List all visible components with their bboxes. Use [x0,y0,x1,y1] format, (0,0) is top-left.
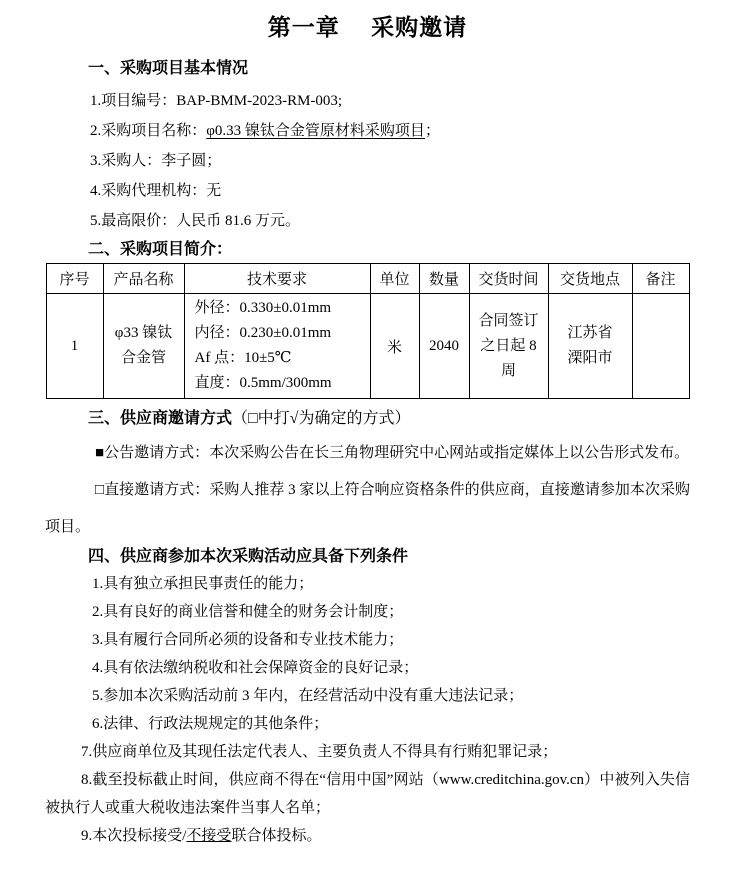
cell-delivery-place [548,294,632,399]
col-header-remark: 备注 [632,264,689,294]
delivery-place-line-1: 江苏省 [567,325,613,341]
tech-line-outer-diameter: 外径：0.330±0.01mm [194,300,332,316]
direct-invite-paragraph [45,472,690,546]
cell-unit: 米 [370,294,419,399]
tech-line-af-point: Af 点：10±5℃ [194,350,292,366]
delivery-time-line-3: 周 [500,362,516,379]
col-header-delivery-time: 交货时间 [469,264,548,294]
col-header-delivery-place: 交货地点 [548,264,632,294]
cell-qty: 2040 [419,294,469,399]
checked-box-icon: ■ [95,445,105,461]
condition-item-8: 8.截至投标截止时间，供应商不得在“信用中国”网站（www.creditchina.gov.cn）中被列入失信被执行人或重大税收违法案件当事人名单； [45,772,690,816]
item9-prefix: 9.本次投标接受/ [81,828,187,844]
section3-heading-main: 三、供应商邀请方式 [88,410,233,427]
col-header-unit: 单位 [370,264,419,294]
cell-delivery-time [469,294,548,399]
condition-item-7: 7.供应商单位及其现任法定代表人、主要负责人不得具有行贿犯罪记录； [81,744,558,760]
project-number-item: 1.项目编号：BAP-BMM-2023-RM-003; [90,93,343,109]
cell-seq: 1 [46,294,103,399]
section3-heading-note: （□中打√为确定的方式） [232,410,411,427]
product-line-1: φ33 镍钛 [114,325,173,341]
section3-heading [88,408,690,430]
col-header-tech: 技术要求 [184,264,370,294]
delivery-time-line-1: 合同签订 [478,312,539,329]
direct-invite-text: 直接邀请方式：采购人推荐 3 家以上符合响应资格条件的供应商，直接邀请参加本次采购项目。 [45,482,690,535]
tech-line-inner-diameter: 内径：0.230±0.01mm [194,325,332,341]
condition-item-9 [45,822,690,850]
condition-item-5: 5.参加本次采购活动前 3 年内，在经营活动中没有重大违法记录； [92,688,524,704]
agency-item: 4.采购代理机构：无 [90,183,222,199]
delivery-place-line-2: 溧阳市 [567,350,613,366]
project-name-value: φ0.33 镍钛合金管原材料采购项目 [206,123,425,139]
delivery-time-line-2: 之日起 8 [480,337,537,354]
cell-tech [184,294,370,399]
section2-heading: 二、采购项目简介： [88,241,233,258]
col-header-product: 产品名称 [103,264,184,294]
product-line-2: 合金管 [120,350,166,366]
col-header-seq: 序号 [46,264,103,294]
project-name-suffix: ； [424,123,440,139]
table-header-row [46,264,689,294]
purchaser-item: 3.采购人：李子圆； [90,153,222,169]
announcement-invite-text: 公告邀请方式：本次采购公告在长三角物理研究中心网站或指定媒体上以公告形式发布。 [104,445,690,461]
price-limit-item: 5.最高限价：人民币 81.6 万元。 [90,213,301,229]
condition-item-4: 4.具有依法缴纳税收和社会保障资金的良好记录； [92,660,419,676]
cell-product [103,294,184,399]
procurement-summary-table [46,263,690,399]
cell-remark [632,294,689,399]
condition-item-3: 3.具有履行合同所必须的设备和专业技术能力； [92,632,404,648]
unchecked-box-icon: □ [95,482,105,498]
condition-item-6: 6.法律、行政法规规定的其他条件； [92,716,329,732]
condition-item-2: 2.具有良好的商业信誉和健全的财务会计制度； [92,604,404,620]
page-title: 第一章 采购邀请 [267,14,468,40]
tech-line-straightness: 直度：0.5mm/300mm [194,375,332,391]
condition-item-1: 1.具有独立承担民事责任的能力； [92,576,314,592]
section4-heading: 四、供应商参加本次采购活动应具备下列条件 [88,548,409,565]
table-row [46,294,689,399]
item9-not-accepted: 不接受 [186,828,232,844]
section1-heading: 一、采购项目基本情况 [88,60,249,77]
project-name-label: 2.采购项目名称： [90,123,207,139]
project-name-item [45,116,690,146]
announcement-invite-paragraph [45,435,690,472]
col-header-qty: 数量 [419,264,469,294]
item9-suffix: 联合体投标。 [231,828,322,844]
